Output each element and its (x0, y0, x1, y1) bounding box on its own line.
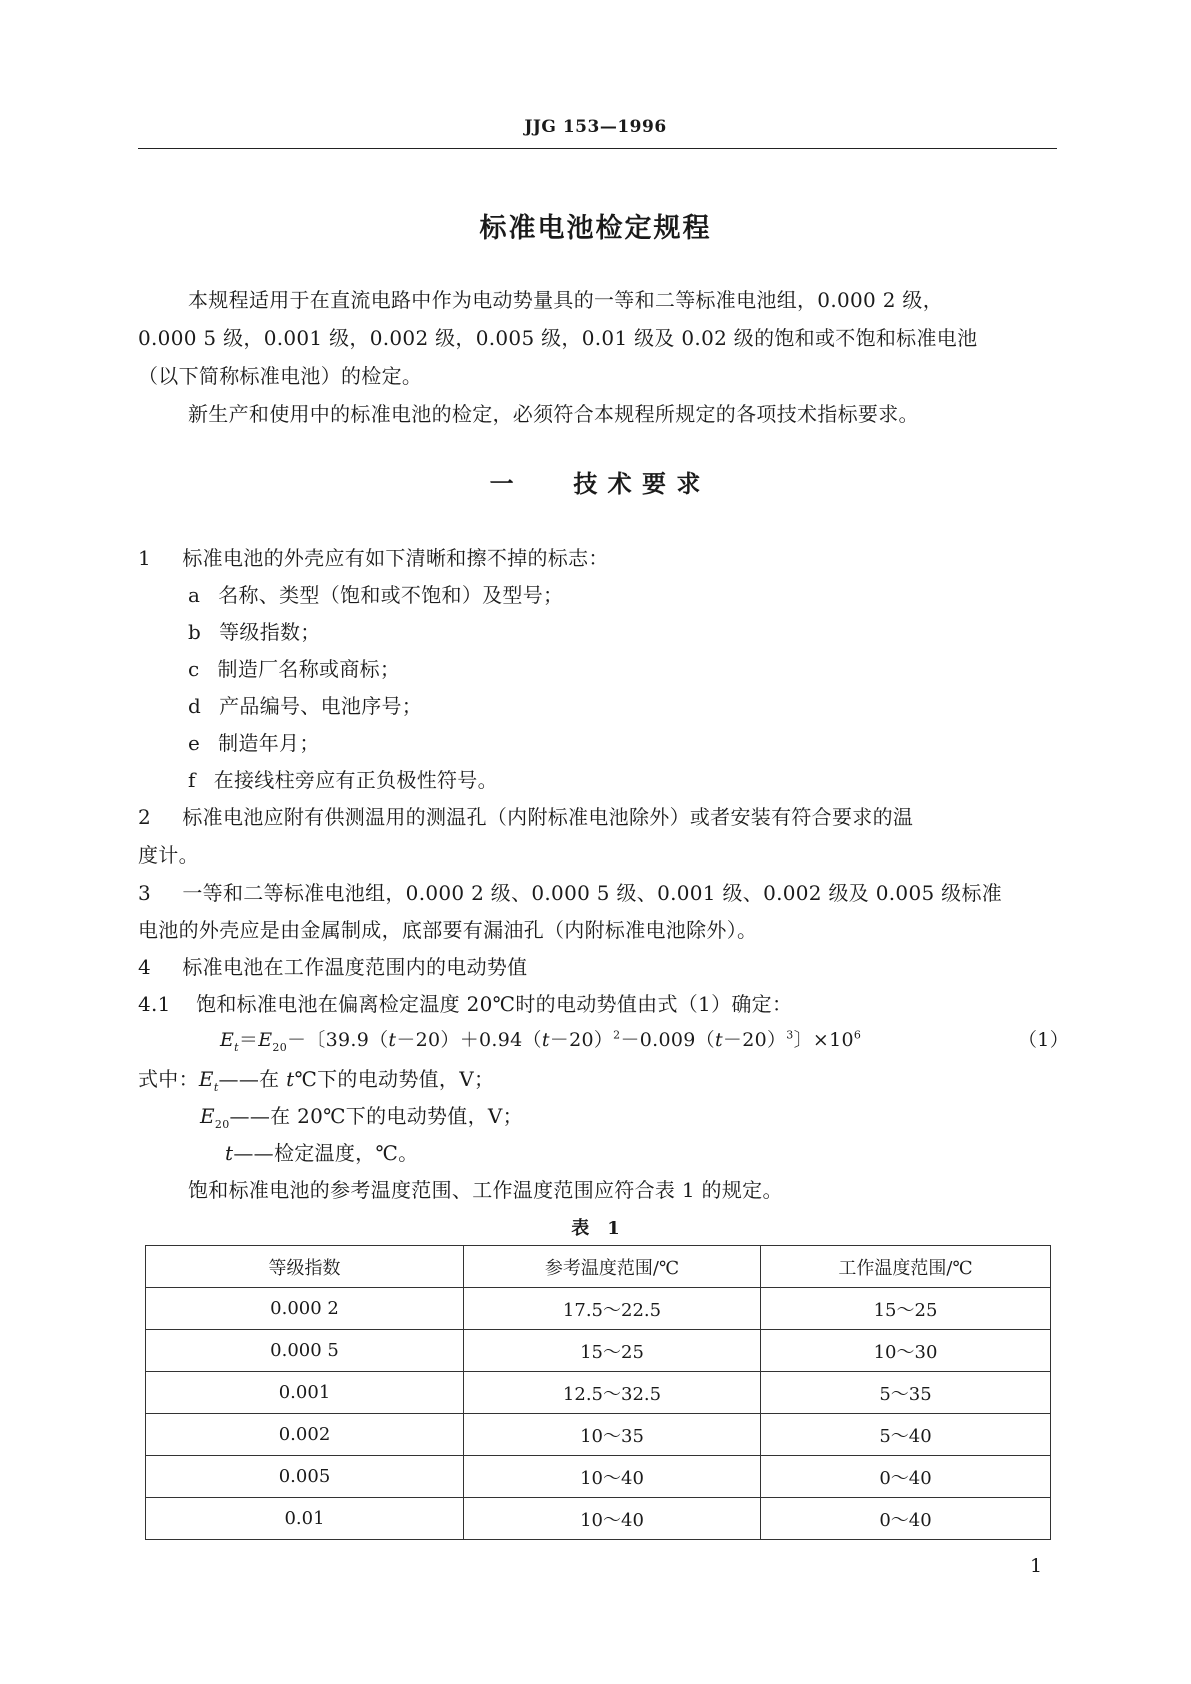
document-title: 标准电池检定规程 (479, 213, 712, 244)
list-item (188, 690, 422, 719)
table-cell: 10～30 (761, 1330, 1051, 1372)
list-text: 名称、类型（饱和或不饱和）及型号； (218, 583, 564, 607)
section-title: 技 术 要 求 (573, 470, 702, 498)
formula-var: t (225, 1141, 234, 1165)
formula-text: ＝ (238, 1029, 259, 1051)
formula-var: t (286, 1067, 295, 1091)
formula-1 (220, 1025, 861, 1054)
clause-number: 3 (138, 881, 152, 905)
clause-4 (138, 951, 527, 980)
formula-number: （1） (1018, 1029, 1069, 1051)
where-text: ——在 20℃下的电动势值，V； (229, 1104, 523, 1128)
table-header-cell: 工作温度范围/℃ (761, 1246, 1051, 1288)
grade-temperature-table (145, 1245, 1051, 1540)
formula-text: 〕×10 (793, 1029, 854, 1051)
formula-sub: t (234, 1040, 239, 1054)
list-text: 制造年月； (218, 731, 320, 755)
formula-text: －20） (549, 1029, 614, 1051)
section-number: 一 (489, 470, 515, 498)
formula-var: E (220, 1029, 235, 1051)
clause-2-line-1 (138, 801, 913, 830)
formula-sub: 20 (214, 1118, 230, 1131)
table-cell: 17.5～22.5 (464, 1288, 761, 1330)
formula-text: －0.009（ (620, 1029, 715, 1051)
list-item (188, 653, 400, 682)
formula-var: E (198, 1067, 214, 1091)
formula-sup: 3 (786, 1028, 794, 1042)
table-cell: 12.5～32.5 (464, 1372, 761, 1414)
formula-var: t (714, 1029, 723, 1051)
table-header-cell: 参考温度范围/℃ (464, 1246, 761, 1288)
table-cell: 10～40 (464, 1498, 761, 1540)
table-row (146, 1498, 1051, 1540)
list-item (188, 616, 321, 645)
where-et (138, 1063, 494, 1094)
where-prefix: 式中： (138, 1067, 199, 1091)
table-row (146, 1288, 1051, 1330)
where-text: ——在 (218, 1067, 287, 1091)
list-letter: e (188, 731, 201, 755)
table-cell: 0.002 (146, 1414, 464, 1456)
formula-sub: t (213, 1081, 219, 1094)
list-letter: b (188, 620, 202, 644)
table-cell: 15～25 (761, 1288, 1051, 1330)
clause-text: 标准电池应附有供测温用的测温孔（内附标准电池除外）或者安装有符合要求的温 (182, 805, 914, 829)
formula-sup: 2 (613, 1028, 621, 1042)
clause-number: 4.1 (138, 992, 171, 1016)
list-item (188, 579, 563, 608)
list-text: 等级指数； (219, 620, 321, 644)
formula-var: E (200, 1104, 215, 1128)
where-text: ℃下的电动势值，V； (294, 1067, 495, 1091)
table-cell: 10～35 (464, 1414, 761, 1456)
table-cell: 15～25 (464, 1330, 761, 1372)
list-text: 在接线柱旁应有正负极性符号。 (213, 768, 498, 792)
formula-text: －20） (722, 1029, 787, 1051)
table-cell: 5～40 (761, 1414, 1051, 1456)
clause-4-1 (138, 988, 792, 1017)
intro-line-3: （以下简称标准电池）的检定。 (138, 364, 423, 388)
table-cell: 0.005 (146, 1456, 464, 1498)
table-cell: 0～40 (761, 1498, 1051, 1540)
table-header-cell: 等级指数 (146, 1246, 464, 1288)
list-letter: d (188, 694, 202, 718)
list-letter: c (188, 657, 200, 681)
formula-text: －20）＋0.94（ (396, 1029, 542, 1051)
clause-1 (138, 542, 609, 571)
section-heading (0, 464, 1191, 499)
formula-var: t (541, 1029, 550, 1051)
table-cell: 0.001 (146, 1372, 464, 1414)
clause-text: 标准电池在工作温度范围内的电动势值 (182, 955, 528, 979)
clause-3-line-2: 电池的外壳应是由金属制成，底部要有漏油孔（内附标准电池除外）。 (138, 918, 758, 942)
where-text: ——检定温度，℃。 (233, 1141, 419, 1165)
table-row (146, 1456, 1051, 1498)
table-row (146, 1330, 1051, 1372)
formula-text: －〔39.9（ (287, 1029, 389, 1051)
header-rule (138, 148, 1057, 149)
clause-number: 4 (138, 955, 152, 979)
list-letter: a (188, 583, 201, 607)
list-letter: f (188, 768, 196, 792)
list-text: 制造厂名称或商标； (217, 657, 401, 681)
list-item (188, 764, 498, 793)
table-caption: 表 1 (571, 1218, 620, 1239)
clause-number: 2 (138, 805, 152, 829)
formula-var: t (388, 1029, 397, 1051)
table-cell: 0.000 5 (146, 1330, 464, 1372)
document-code-header: JJG 153—1996 (524, 117, 667, 137)
table-row (146, 1372, 1051, 1414)
list-item (188, 727, 320, 756)
formula-sup: 6 (853, 1028, 862, 1042)
intro-line-1: 本规程适用于在直流电路中作为电动势量具的一等和二等标准电池组，0.000 2 级， (188, 288, 943, 312)
clause-text: 饱和标准电池在偏离检定温度 20℃时的电动势值由式（1）确定： (196, 992, 793, 1016)
intro-line-4: 新生产和使用中的标准电池的检定，必须符合本规程所规定的各项技术指标要求。 (188, 402, 919, 426)
table-cell: 5～35 (761, 1372, 1051, 1414)
where-t (225, 1137, 418, 1166)
where-e20 (200, 1100, 523, 1131)
clause-number: 1 (138, 546, 152, 570)
intro-line-2: 0.000 5 级，0.001 级，0.002 级，0.005 级，0.01 级及 0.02 级的饱和或不饱和标准电池 (138, 326, 978, 350)
formula-sub: 20 (272, 1040, 287, 1054)
table-cell: 0～40 (761, 1456, 1051, 1498)
clause-3-line-1 (138, 877, 1002, 906)
table-row (146, 1414, 1051, 1456)
formula-var: E (258, 1029, 273, 1051)
table-cell: 10～40 (464, 1456, 761, 1498)
page-number: 1 (1030, 1555, 1043, 1577)
table-cell: 0.000 2 (146, 1288, 464, 1330)
table-reference: 饱和标准电池的参考温度范围、工作温度范围应符合表 1 的规定。 (188, 1178, 783, 1202)
list-text: 产品编号、电池序号； (219, 694, 423, 718)
table-header-row (146, 1246, 1051, 1288)
table-cell: 0.01 (146, 1498, 464, 1540)
clause-text: 标准电池的外壳应有如下清晰和擦不掉的标志： (182, 546, 609, 570)
clause-text: 一等和二等标准电池组，0.000 2 级、0.000 5 级、0.001 级、0.002 级及 0.005 级标准 (182, 881, 1003, 905)
clause-2-line-2: 度计。 (138, 843, 199, 867)
